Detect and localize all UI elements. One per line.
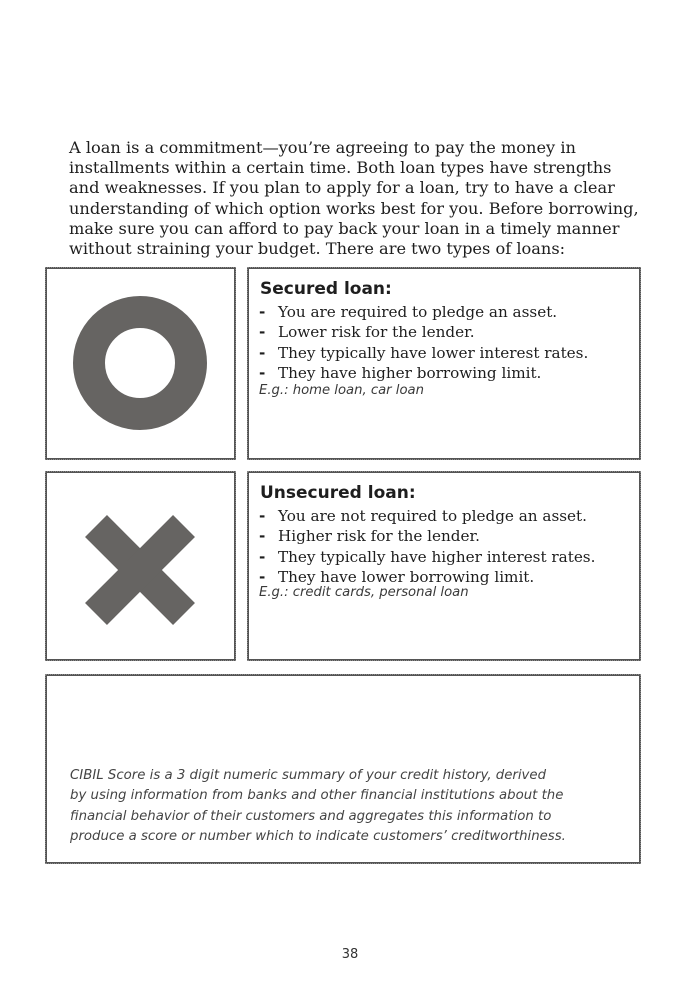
list-item: [259, 547, 595, 567]
intro-line: installments within a certain time. Both loan types have strengths: [69, 158, 612, 178]
point-text: They have lower borrowing limit.: [278, 568, 535, 587]
secured-icon-box: [45, 267, 236, 460]
intro-line: and weaknesses. If you plan to apply for a loan, try to have a clear: [69, 178, 615, 198]
circle-o-icon: [47, 269, 233, 457]
bullet-dash: -: [259, 568, 266, 587]
list-item: [259, 363, 588, 383]
point-text: You are not required to pledge an asset.: [278, 507, 587, 525]
point-text: They typically have lower interest rates.: [278, 343, 589, 362]
intro-line: without straining your budget. There are two types of loans:: [69, 239, 566, 259]
point-text: They typically have higher interest rates.: [278, 547, 596, 566]
secured-loan-title: Secured loan:: [260, 279, 392, 299]
point-text: They have higher borrowing limit.: [278, 364, 542, 383]
bullet-dash: -: [259, 343, 266, 362]
bullet-dash: -: [259, 547, 266, 566]
note-line: produce a score or number which to indicate customers’ creditworthiness.: [70, 828, 566, 844]
list-item: [259, 343, 588, 363]
intro-line: understanding of which option works best for you. Before borrowing,: [69, 198, 639, 218]
secured-loan-card: [247, 267, 641, 460]
bullet-dash: -: [259, 507, 266, 525]
point-text: You are required to pledge an asset.: [278, 303, 558, 321]
list-item: [259, 506, 595, 526]
point-text: Lower risk for the lender.: [278, 323, 475, 342]
intro-line: make sure you can afford to pay back your loan in a timely manner: [69, 218, 620, 238]
list-item: [259, 526, 595, 546]
cross-x-icon: [47, 473, 233, 658]
bullet-dash: -: [259, 527, 266, 546]
unsecured-loan-example: E.g.: credit cards, personal loan: [259, 585, 469, 600]
cibil-note-text: [70, 766, 566, 847]
bullet-dash: -: [259, 323, 266, 342]
page-number: 38: [341, 947, 359, 962]
intro-paragraph: [69, 138, 644, 259]
list-item: [259, 302, 588, 322]
bullet-dash: -: [259, 364, 266, 383]
unsecured-loan-title: Unsecured loan:: [260, 483, 416, 503]
unsecured-icon-box: [45, 471, 236, 661]
cibil-note-box: [45, 674, 641, 864]
note-line: by using information from banks and other financial institutions about the: [70, 788, 564, 804]
note-line: CIBIL Score is a 3 digit numeric summary of your credit history, derived: [70, 768, 547, 783]
intro-line: A loan is a commitment—you’re agreeing to pay the money in: [69, 138, 576, 157]
secured-loan-example: E.g.: home loan, car loan: [259, 383, 424, 398]
bullet-dash: -: [259, 303, 266, 321]
unsecured-loan-card: [247, 471, 641, 661]
secured-loan-points: [259, 302, 588, 384]
point-text: Higher risk for the lender.: [278, 527, 480, 546]
unsecured-loan-points: [259, 506, 595, 588]
list-item: [259, 322, 588, 342]
note-line: financial behavior of their customers and aggregates this information to: [70, 808, 552, 824]
